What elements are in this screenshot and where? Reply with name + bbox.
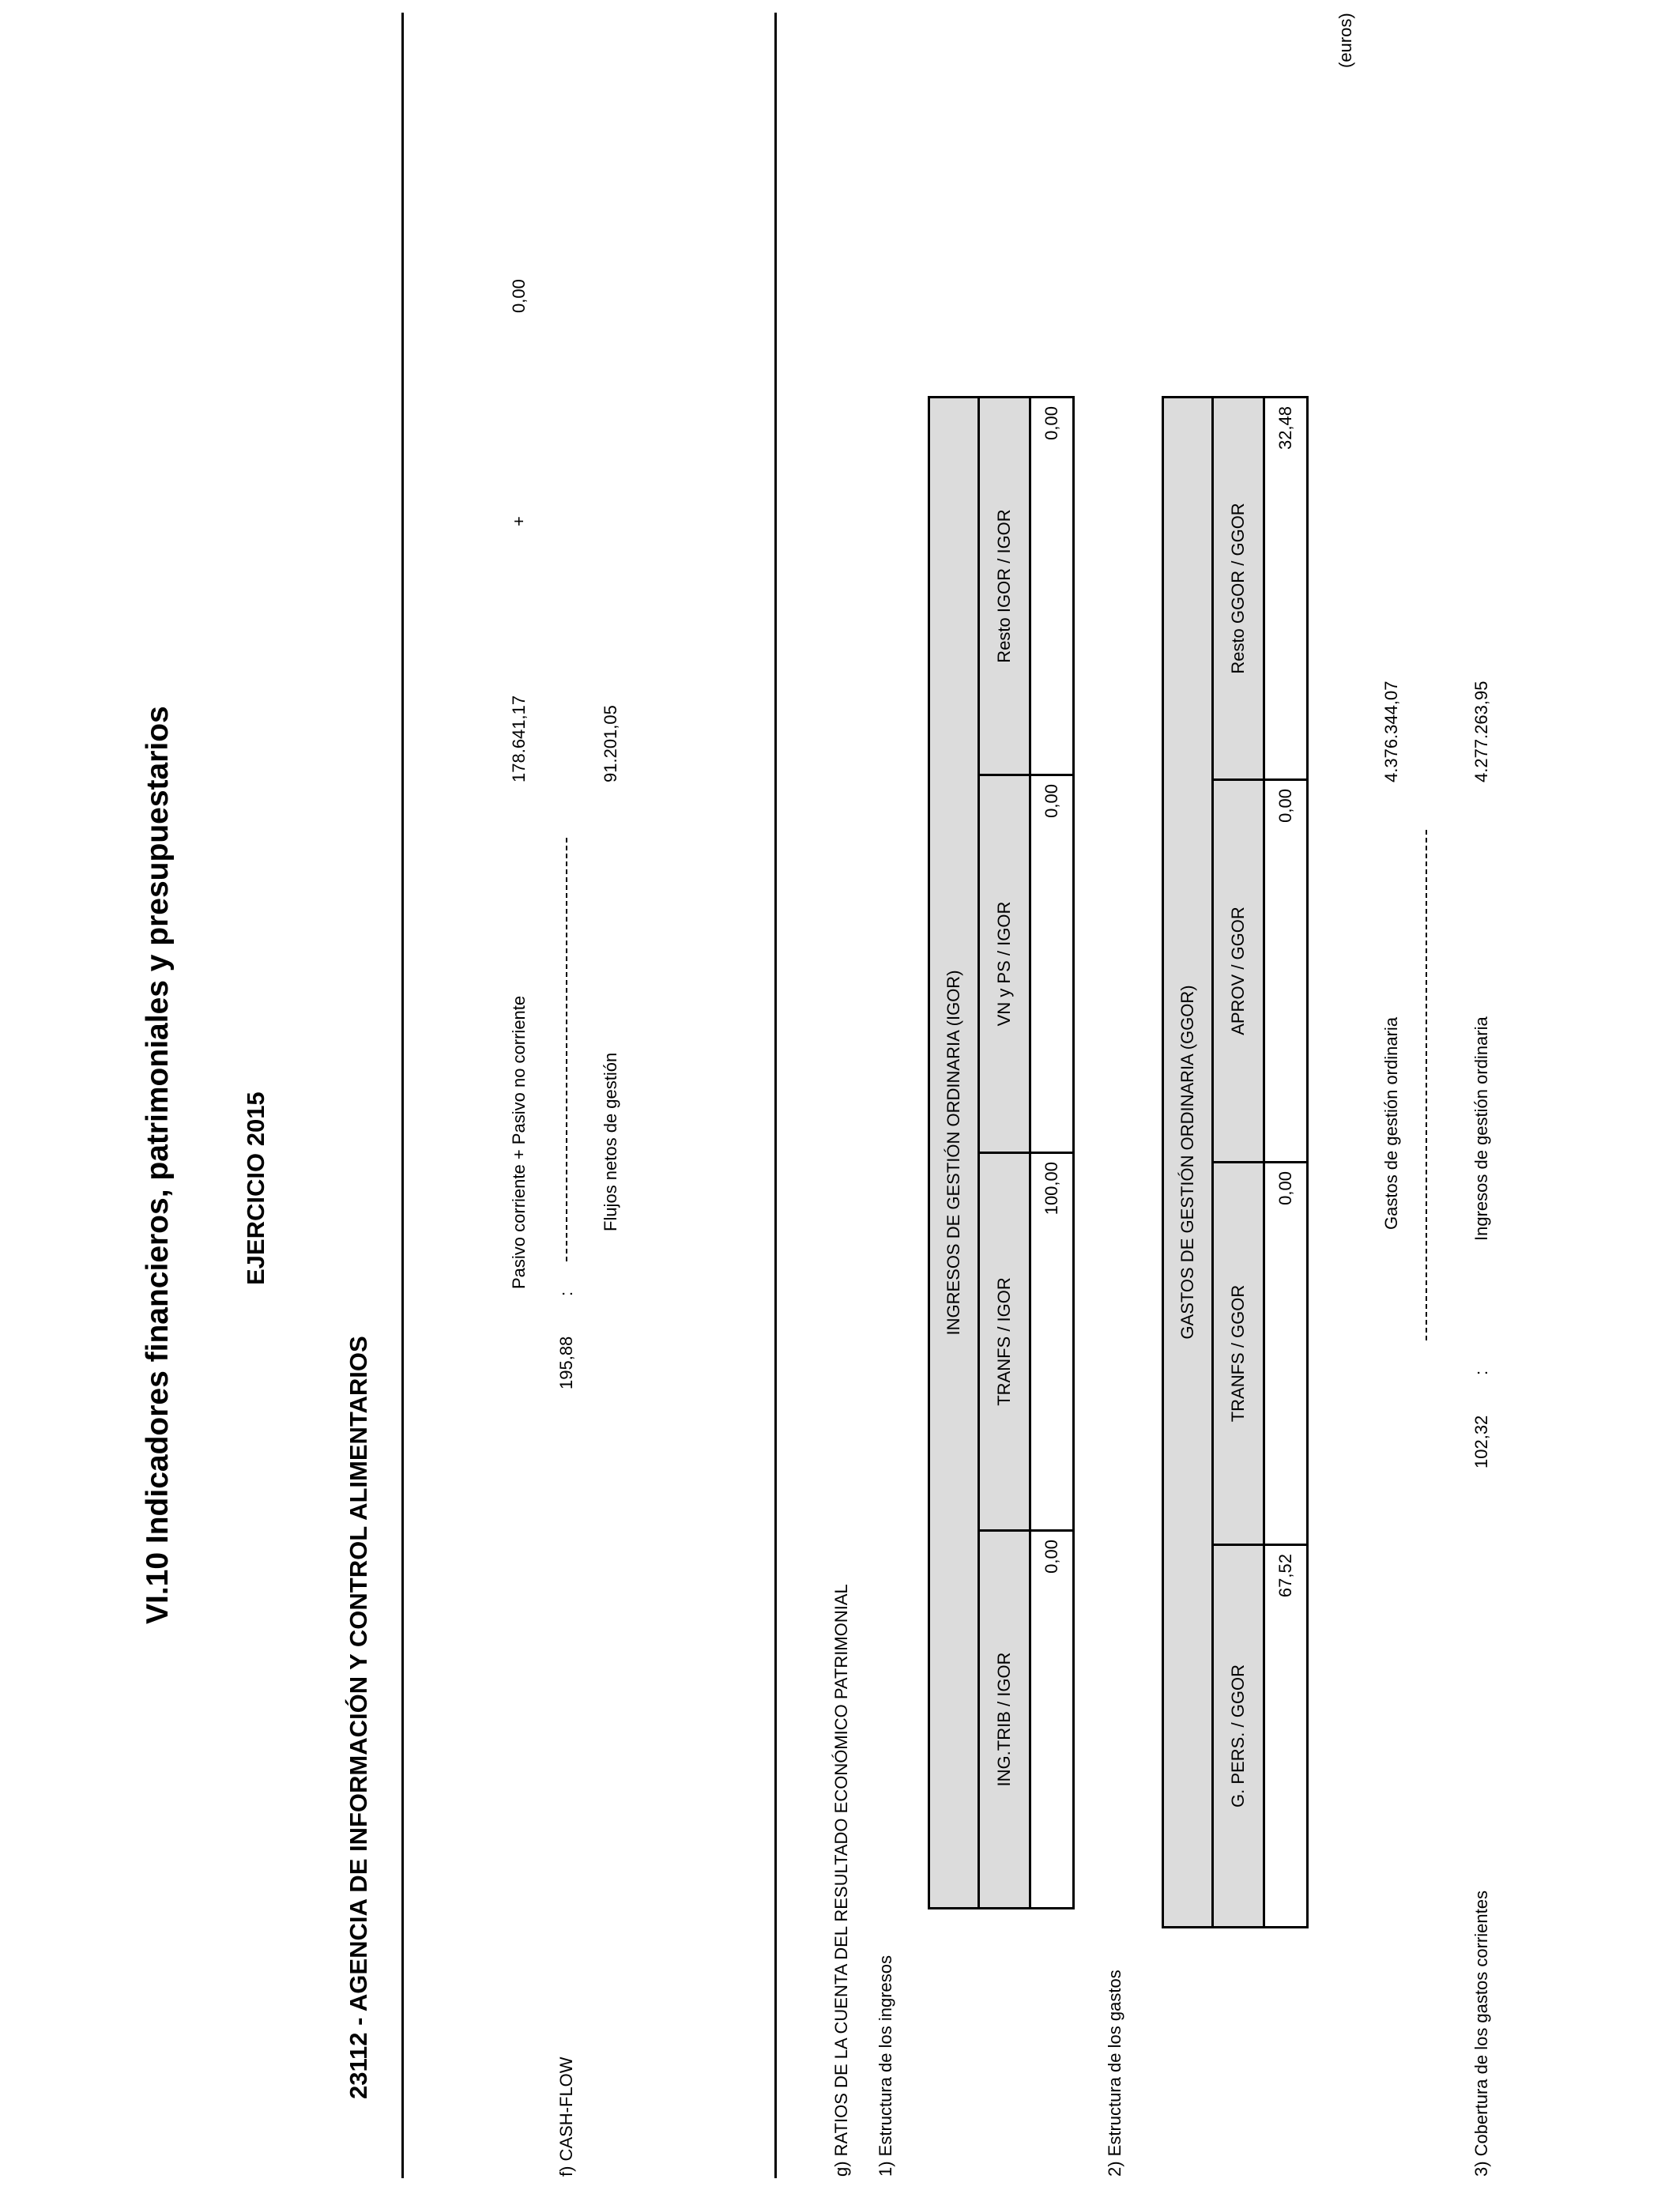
- income-header-tranfs: TRANFS / IGOR: [979, 1153, 1030, 1531]
- income-value-cell: [1030, 398, 1074, 775]
- report-title: VI.10 Indicadores financieros, patrimoniales y presupuestarios: [141, 706, 175, 1624]
- cash-flow-denominator-value: 91.201,05: [601, 705, 620, 782]
- plus-sign: +: [509, 516, 529, 526]
- expense-value-cell: [1264, 1545, 1308, 1928]
- income-header-ing-trib: ING.TRIB / IGOR: [979, 1531, 1030, 1909]
- section-divider: [774, 13, 777, 2178]
- cash-flow-result: 195,88: [556, 1336, 576, 1389]
- cash-flow-label: f) CASH-FLOW: [556, 2056, 576, 2177]
- income-value-vn-ps: 0,00: [1042, 784, 1061, 818]
- coverage-numerator-label: Gastos de gestión ordinaria: [1381, 1016, 1401, 1230]
- income-value-tranfs: 100,00: [1042, 1162, 1061, 1216]
- income-value-resto: 0,00: [1042, 406, 1061, 440]
- expense-band-header: GASTOS DE GESTIÓN ORDINARIA (GGOR): [1163, 397, 1213, 1927]
- cash-flow-fraction-line: [566, 838, 567, 1261]
- cash-flow-denominator-label: Flujos netos de gestión: [601, 1052, 620, 1231]
- expense-value-tranfs: 0,00: [1275, 1171, 1295, 1205]
- coverage-label: 3) Cobertura de los gastos corrientes: [1471, 1891, 1491, 2177]
- income-ratio-table: [928, 396, 1075, 1909]
- income-structure-label: 1) Estructura de los ingresos: [876, 1955, 895, 2177]
- income-header-vn-ps: VN y PS / IGOR: [979, 775, 1030, 1153]
- coverage-fraction-line: [1426, 830, 1427, 1340]
- expense-structure-label: 2) Estructura de los gastos: [1105, 1970, 1124, 2177]
- coverage-result: 102,32: [1471, 1415, 1491, 1468]
- coverage-denominator-label: Ingresos de gestión ordinaria: [1471, 1016, 1491, 1241]
- exercise-year: EJERCICIO 2015: [242, 1091, 269, 1285]
- expense-header-aprov: APROV / GGOR: [1213, 780, 1264, 1163]
- expense-value-resto: 32,48: [1275, 405, 1295, 450]
- expense-value-g-pers: 67,52: [1275, 1554, 1295, 1598]
- header-divider: [401, 13, 404, 2178]
- income-value-ing-trib: 0,00: [1042, 1540, 1061, 1574]
- organization-name: 23112 - AGENCIA DE INFORMACIÓN Y CONTROL ALIMENTARIOS: [345, 1336, 372, 2099]
- coverage-numerator-value: 4.376.344,07: [1381, 680, 1401, 782]
- expense-value-cell: [1264, 397, 1308, 779]
- ratios-section-label: g) RATIOS DE LA CUENTA DEL RESULTADO ECONÓMICO PATRIMONIAL: [831, 1584, 851, 2177]
- cash-flow-numerator-value-1: 178.641,17: [509, 695, 529, 782]
- coverage-colon: :: [1471, 1370, 1491, 1375]
- expense-value-cell: [1264, 1163, 1308, 1545]
- cash-flow-numerator-value-2: 0,00: [509, 279, 529, 313]
- income-value-cell: [1030, 775, 1074, 1153]
- expense-header-g-pers: G. PERS. / GGOR: [1213, 1545, 1264, 1928]
- expense-value-cell: [1264, 780, 1308, 1163]
- income-value-cell: [1030, 1153, 1074, 1531]
- cash-flow-numerator-label: Pasivo corriente + Pasivo no corriente: [509, 995, 529, 1289]
- coverage-denominator-value: 4.277.263,95: [1471, 680, 1491, 782]
- expense-header-tranfs: TRANFS / GGOR: [1213, 1163, 1264, 1545]
- unit-label: (euros): [1335, 13, 1355, 68]
- income-header-resto: Resto IGOR / IGOR: [979, 398, 1030, 775]
- expense-header-resto: Resto GGOR / GGOR: [1213, 397, 1264, 779]
- expense-value-aprov: 0,00: [1275, 789, 1295, 823]
- income-value-cell: [1030, 1531, 1074, 1909]
- expense-ratio-table: [1162, 396, 1309, 1928]
- income-band-header: INGRESOS DE GESTIÓN ORDINARIA (IGOR): [929, 398, 979, 1909]
- cash-flow-colon: :: [556, 1291, 576, 1296]
